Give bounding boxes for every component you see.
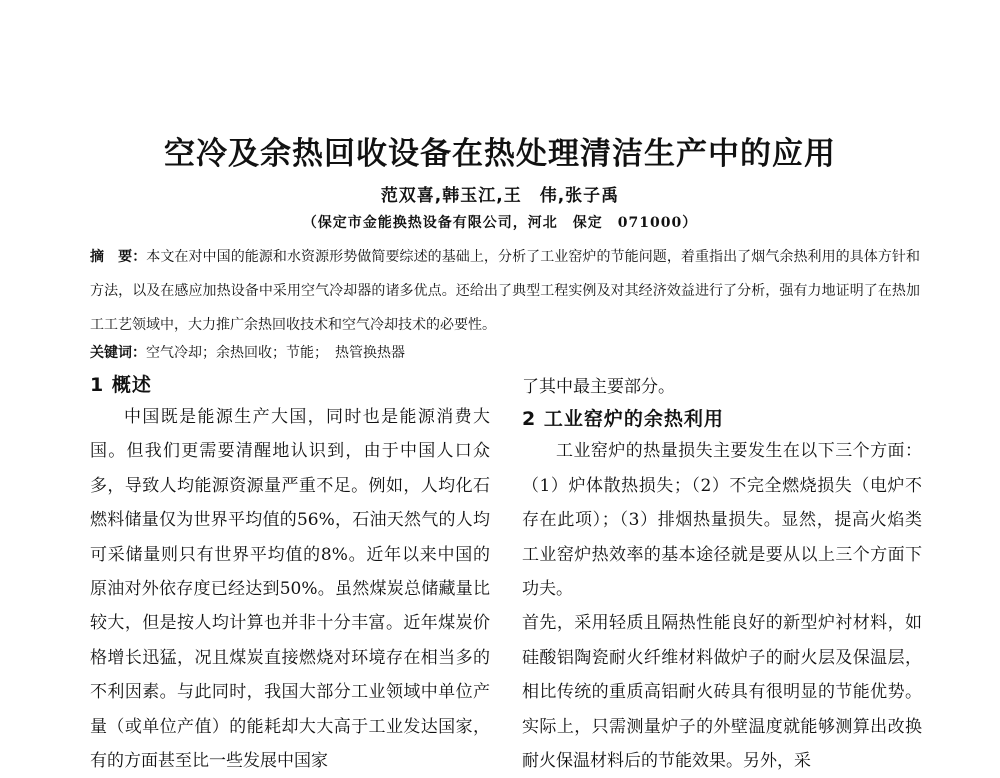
section-2-paragraph-2: 首先，采用轻质且隔热性能良好的新型炉衬材料，如硅酸铝陶瓷耐火纤维材料做炉子的耐火层及保温层，相比传统的重质高铝耐火砖具有很明显的节能优势。实际上，只需测量炉子的外壁温度就能够测算出改换耐火保温材料后的节能效果。另外，采 — [522, 613, 922, 772]
keywords-label: 关键词： — [90, 345, 146, 361]
abstract-text: 本文在对中国的能源和水资源形势做简要综述的基础上，分析了工业窑炉的节能问题，着重指出了烟气余热利用的具体方针和方法，以及在感应加热设备中采用空气冷却器的诸多优点。还给出了典型工程实例及对其经济效益进行了分析，强有力地证明了在热加工工艺领域中，大力推广余热回收技术和空气冷却技术的必要性。 — [90, 249, 921, 333]
section-heading-1: 1 概述 — [90, 374, 152, 396]
paper-title: 空冷及余热回收设备在热处理清洁生产中的应用 — [164, 136, 836, 172]
section-heading-2: 2 工业窑炉的余热利用 — [522, 408, 724, 431]
affiliation: （保定市金能换热设备有限公司，河北 保定 071000） — [302, 215, 698, 231]
author-list: 范双喜,韩玉江,王 伟,张子禹 — [380, 186, 620, 206]
keywords-text: 空气冷却；余热回收；节能； 热管换热器 — [146, 345, 405, 361]
keywords — [90, 340, 920, 366]
left-column — [90, 370, 490, 778]
section-1-paragraph: 中国既是能源生产大国，同时也是能源消费大国。但我们更需要清醒地认识到，由于中国人口众多，导致人均能源资源量严重不足。例如，人均化石燃料储量仅为世界平均值的56%，石油天然气的人均可采储量则只有世界平均值的8%。近年以来中国的原油对外依存度已经达到50%。虽然煤炭总储藏量比较大，但是按人均计算也并非十分丰富。近年煤炭价格增长迅猛，况且煤炭直接燃烧对环境存在相当多的不利因素。与此同时，我国大部分工业领域中单位产量（或单位产值）的能耗却大大高于工业发达国家，有的方面甚至比一些发展中国家 — [90, 407, 490, 772]
abstract-label: 摘 要： — [90, 249, 147, 265]
abstract — [90, 240, 920, 342]
section-2-paragraph-1: 工业窑炉的热量损失主要发生在以下三个方面：（1）炉体散热损失；（2）不完全燃烧损失（电炉不存在此项）；（3）排烟热量损失。显然，提高火焰类工业窑炉热效率的基本途径就是要从以上三个方面下功夫。 — [522, 441, 922, 600]
right-column — [522, 370, 922, 778]
continued-text: 了其中最主要部分。 — [522, 377, 675, 397]
